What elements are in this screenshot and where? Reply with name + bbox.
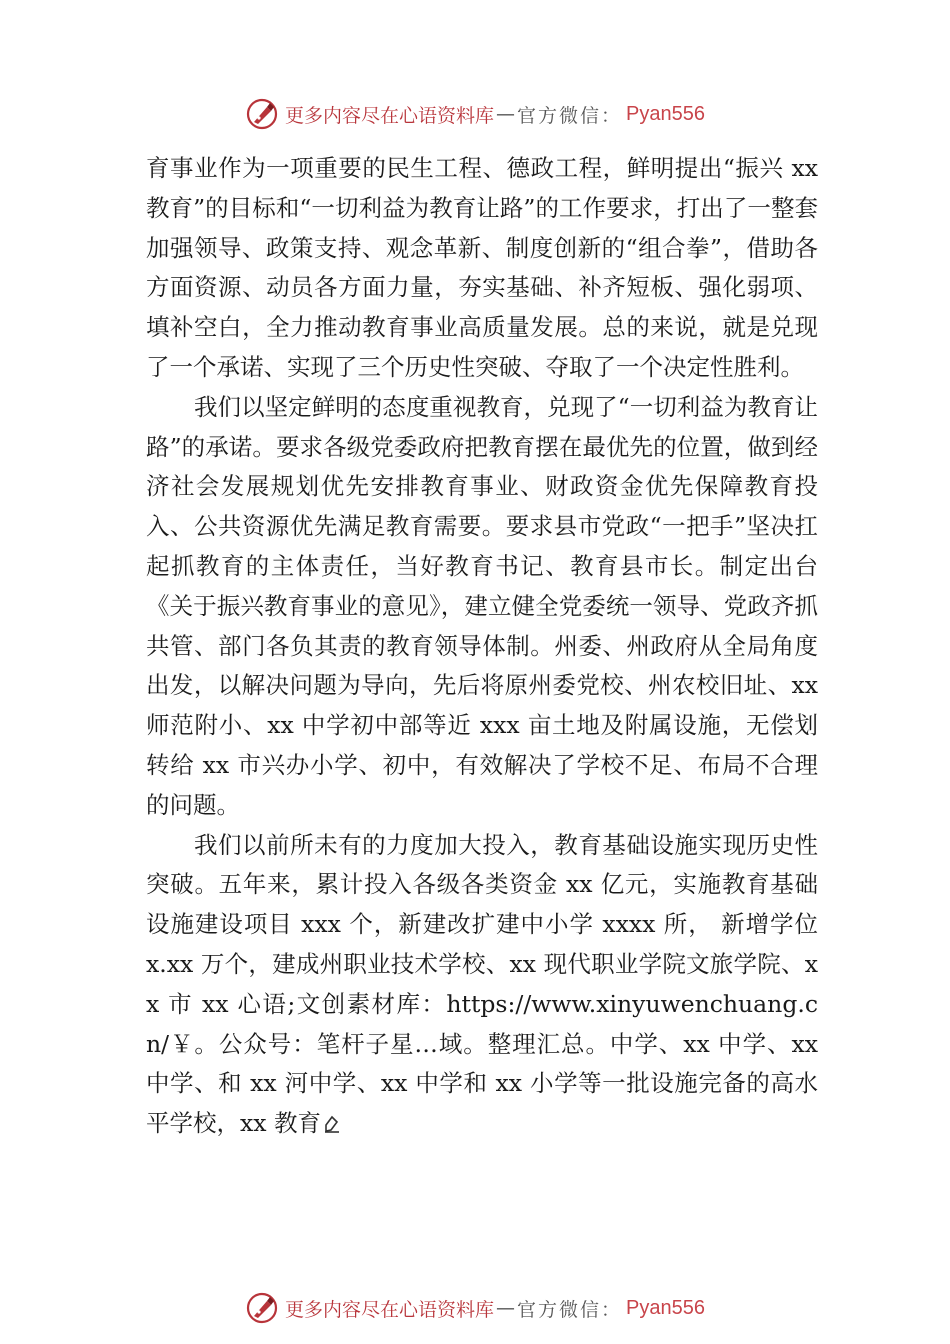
watermark-wechat-id: Pyan556	[626, 102, 705, 125]
pen-nib-logo-icon	[245, 97, 279, 131]
paragraph-2: 我们以坚定鲜明的态度重视教育，兑现了“一切利益为教育让路”的承诺。要求各级党委政府把教育摆在最优先的位置，做到经济社会发展规划优先安排教育事业、财政资金优先保障教育投入、公共资源优先满足教育需要。要求县市党政“一把手”坚决扛起抓教育的主体责任，当好教育书记、教育县市长。制定出台《关于振兴教育事业的意见》，建立健全党委统一领导、党政齐抓共管、部门各负其责的教育领导体制。州委、州政府从全局角度出发，以解决问题为导向，先后将原州委党校、州农校旧址、xx 师范附小、xx 中学初中部等近 xxx 亩土地及附属设施，无偿划转给 xx 市兴办小学、初中，有效解决了学校不足、布局不合理的问题。	[146, 392, 818, 819]
paragraph-3	[146, 826, 818, 1144]
paragraph-3-text: 我们以前所未有的力度加大投入，教育基础设施实现历史性突破。五年来，累计投入各级各类资金 xx 亿元，实施教育基础设施建设项目 xxx 个，新建改扩建中小学 xxxx 所， 新增学位 x.xx 万个，建成州职业技术学校、xx 现代职业学院文旅学院、xx 市 xx 心语;文创素材库：https://www.xinyuwenchuang.cn/￥。公众号：笔杆子星…域。整理汇总。中学、xx 中学、xx 中学、和 xx 河中学、xx 中学和 xx 小学等一批设施完备的高水平学校，xx 教育	[146, 830, 818, 1138]
watermark-site-text: 更多内容尽在心语资料库	[285, 104, 495, 127]
header-watermark	[0, 92, 950, 136]
watermark-dash: —	[496, 1297, 516, 1319]
footer-watermark	[0, 1286, 950, 1330]
watermark-dash: —	[496, 103, 516, 125]
pen-nib-logo-icon	[245, 1291, 279, 1325]
paragraph-1: 育事业作为一项重要的民生工程、德政工程，鲜明提出“振兴 xx 教育”的目标和“一切利益为教育让路”的工作要求，打出了一整套加强领导、政策支持、观念革新、制度创新的“组合拳”，借助各方面资源、动员各方面力量，夯实基础、补齐短板、强化弱项、填补空白，全力推动教育事业高质量发展。总的来说，就是兑现了一个承诺、实现了三个历史性突破、夺取了一个决定性胜利。	[146, 154, 818, 381]
watermark-site-text: 更多内容尽在心语资料库	[285, 1298, 495, 1321]
document-body	[146, 149, 818, 1144]
watermark-wechat-id: Pyan556	[626, 1296, 705, 1319]
watermark-wechat-label: 官方微信：	[517, 1298, 623, 1321]
watermark-wechat-label: 官方微信：	[517, 104, 623, 127]
pen-end-mark-icon	[323, 1114, 341, 1134]
